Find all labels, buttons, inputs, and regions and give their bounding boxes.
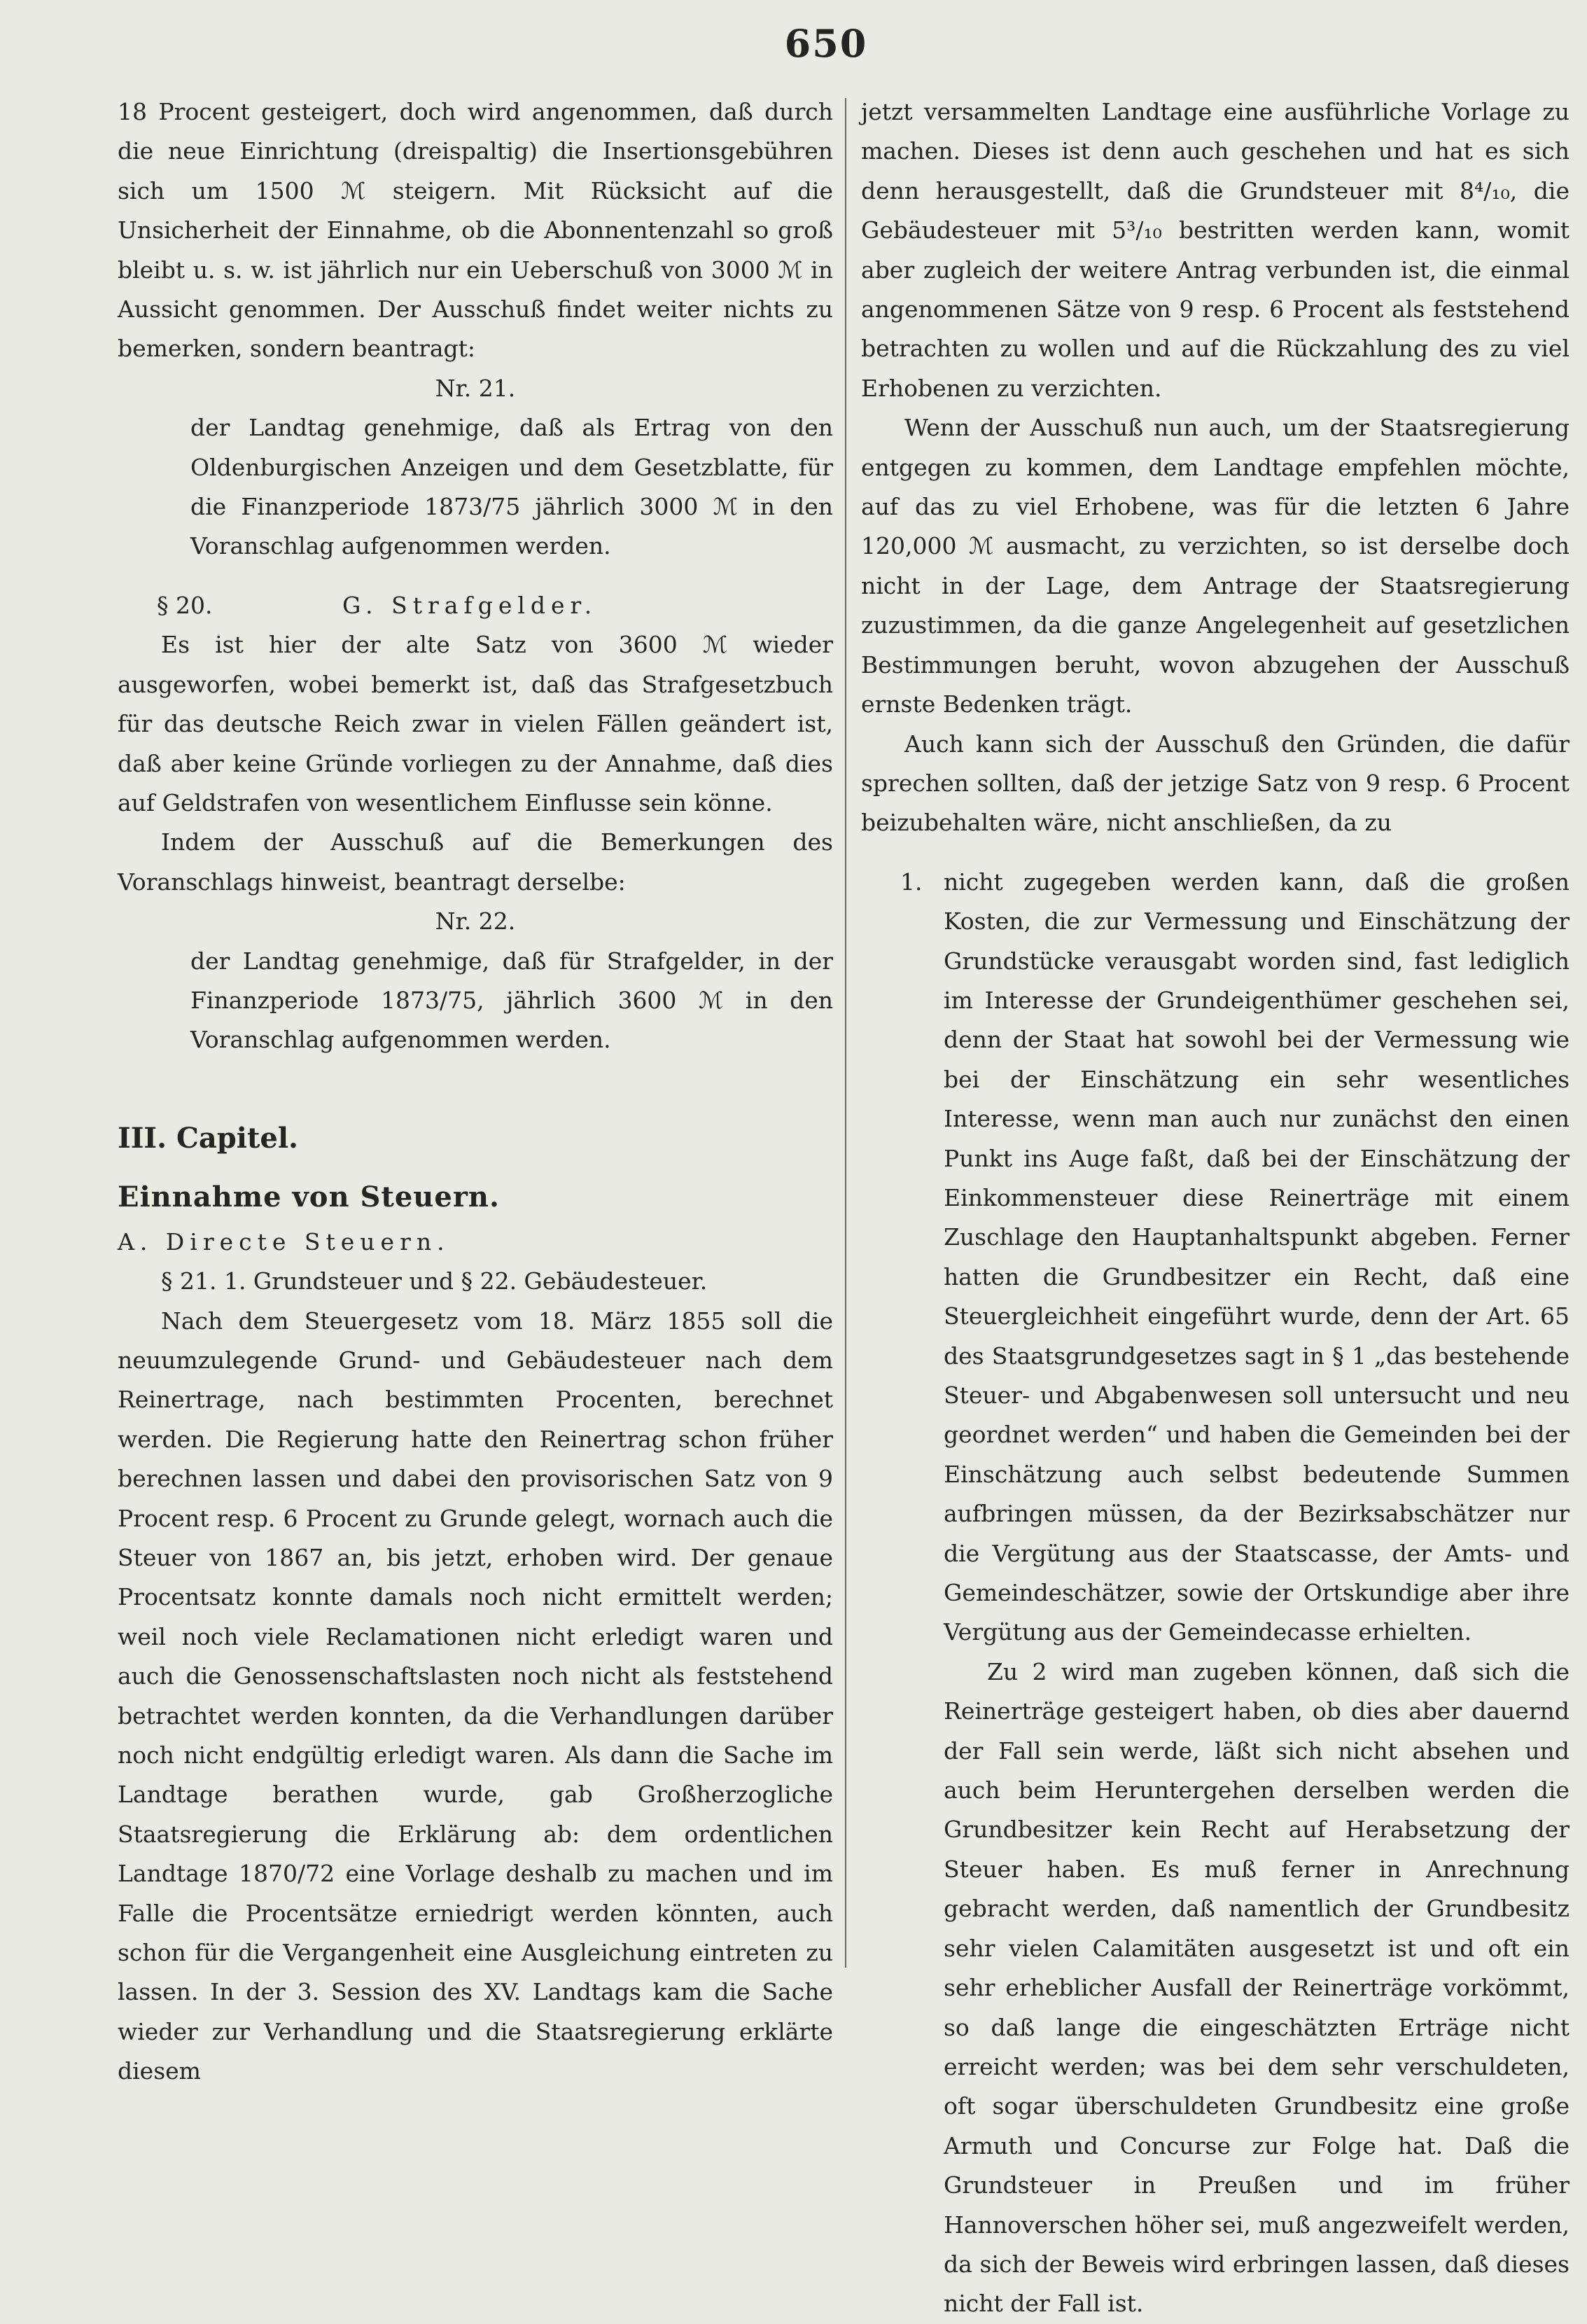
spacer [118,1060,833,1080]
section-number: § 20. [157,591,213,619]
section-heading: § 21. 1. Grundsteuer und § 22. Gebäudesteuer. [161,1267,708,1295]
paragraph: 18 Procent gesteigert, doch wird angenommen, daß durch die neue Einrichtung (dreispaltig) die Insertionsgebühren sich um 1500 ℳ steigern. Mit Rücksicht auf die Unsicherheit der Einnahme, ob die Abonnentenzahl so groß bleibt u. s. w. ist jährlich nur ein Ueberschuß von 3000 ℳ in Aussicht genommen. Der Ausschuß findet weiter nichts zu bemerken, sondern beantragt: [118,98,833,363]
resolution-number: Nr. 22. [435,907,516,935]
list-item [861,863,1569,2324]
spacer [118,566,833,586]
paragraph: nicht zugegeben werden kann, daß die großen Kosten, die zur Vermessung und Einschätzung der Grundstücke verausgabt worden sind, fast lediglich im Interesse der Grundeigenthümer geschehen sei, denn der Staat hat sowohl bei der Vermessung wie bei der Einschätzung ein sehr wesentliches Interesse, wenn man auch nur zunächst den einen Punkt ins Auge faßt, daß bei der Einschätzung der Einkommensteuer diese Reinerträge mit einem Zuschlage den Hauptanhaltspunkt abgeben. Ferner hatten die Grundbesitzer ein Recht, daß eine Steuergleichheit eingeführt wurde, denn der Art. 65 des Staatsgrundgesetzes sagt in § 1 „das bestehende Steuer- und Abgabenwesen soll untersucht und neu geordnet werden“ und haben die Gemeinden bei der Einschätzung auch selbst bedeutende Summen aufbringen müssen, da der Bezirksabschätzer nur die Vergütung aus der Staatscasse, der Amts- und Gemeindeschätzer, sowie der Ortskundige aber ihre Vergütung aus der Gemeindecasse erhielten. [944,868,1569,1646]
subsection-heading: A. Directe Steuern. [118,1227,450,1255]
paragraph: Wenn der Ausschuß nun auch, um der Staatsregierung entgegen zu kommen, dem Landtage empfehlen möchte, auf das zu viel Erhobene, was für die letzten 6 Jahre 120,000 ℳ ausmacht, zu verzichten, so ist derselbe doch nicht in der Lage, dem Antrage der Staatsregierung zuzustimmen, da die ganze Angelegenheit auf gesetzlichen Bestimmungen beruht, wovon abzugehen der Ausschuß ernste Bedenken trägt. [861,414,1569,718]
column-divider [845,98,846,1968]
paragraph: Nach dem Steuergesetz vom 18. März 1855 soll die neuumzulegende Grund- und Gebäudesteuer nach dem Reinertrage, nach bestimmten Procenten, berechnet werden. Die Regierung hatte den Reinertrag schon früher berechnen lassen und dabei den provisorischen Satz von 9 Procent resp. 6 Procent zu Grunde gelegt, wornach auch die Steuer von 1867 an, bis jetzt, erhoben wird. Der genaue Procentsatz konnte damals noch nicht ermittelt werden; weil noch viele Reclamationen nicht erledigt waren und auch die Genossenschaftslasten noch nicht als feststehend betrachtet werden konnten, da die Verhandlungen darüber noch nicht endgültig erledigt waren. Als dann die Sache im Landtage berathen wurde, gab Großherzogliche Staatsregierung die Erklärung ab: dem ordentlichen Landtage 1870/72 eine Vorlage deshalb zu machen und im Falle die Procentsätze erniedrigt werden könnten, auch schon für die Vergangenheit eine Ausgleichung eintreten zu lassen. In der 3. Session des XV. Landtags kam die Sache wieder zur Verhandlung und die Staatsregierung erklärte diesem [118,1307,833,2085]
paragraph: Auch kann sich der Ausschuß den Gründen, die dafür sprechen sollten, daß der jetzige Satz von 9 resp. 6 Procent beizubehalten wäre, nicht anschließen, da zu [861,730,1569,837]
list-item-number: 1. [900,868,923,896]
resolution-number: Nr. 21. [435,374,516,402]
paragraph: Zu 2 wird man zugeben können, daß sich die Reinerträge gesteigert haben, ob dies aber dauernd der Fall sein werde, läßt sich nicht absehen und auch beim Heruntergehen derselben werden die Grundbesitzer kein Recht auf Herabsetzung der Steuer haben. Es muß ferner in Anrechnung gebracht werden, daß namentlich der Grundbesitz sehr vielen Calamitäten ausgesetzt ist und oft ein sehr erheblicher Ausfall der Reinerträge vorkömmt, so daß lange die eingeschätzten Erträge nicht erreicht werden; was bei dem sehr verschuldeten, oft sogar überschuldeten Grundbesitz eine große Armuth und Concurse zur Folge hat. Daß die Grundsteuer in Preußen und im früher Hannoverschen höher sei, muß angezweifelt werden, da sich der Beweis wird erbringen lassen, daß dieses nicht der Fall ist. [944,1657,1569,2318]
list-item-body [944,863,1569,2324]
left-column [118,92,833,2092]
chapter-subtitle: Einnahme von Steuern. [118,1180,500,1213]
chapter-title: III. Capitel. [118,1121,298,1155]
page-number: 650 [784,21,868,66]
section-heading [118,586,833,625]
right-column [861,92,1569,2324]
section-title: G. Strafgelder. [342,591,598,619]
paragraph: jetzt versammelten Landtage eine ausführliche Vorlage zu machen. Dieses ist denn auch geschehen und hat es sich denn herausgestellt, daß die Grundsteuer mit 8⁴/₁₀, die Gebäudesteuer mit 5³/₁₀ bestritten werden kann, womit aber zugleich der weitere Antrag verbunden ist, die einmal angenommenen Sätze von 9 resp. 6 Procent als feststehend betrachten zu wollen und auf die Rückzahlung des zu viel Erhobenen zu verzichten. [861,98,1569,402]
paragraph: Es ist hier der alte Satz von 3600 ℳ wieder ausgeworfen, wobei bemerkt ist, daß das Strafgesetzbuch für das deutsche Reich zwar in vielen Fällen geändert ist, daß aber keine Gründe vorliegen zu der Annahme, daß dies auf Geldstrafen von wesentlichem Einflusse sein könne. [118,631,833,816]
resolution-text: der Landtag genehmige, daß als Ertrag von den Oldenburgischen Anzeigen und dem Gesetzblatte, für die Finanzperiode 1873/75 jährlich 3000 ℳ in den Voranschlag aufgenommen werden. [190,414,833,560]
resolution-text: der Landtag genehmige, daß für Strafgelder, in der Finanzperiode 1873/75, jährlich 3600 ℳ in den Voranschlag aufgenommen werden. [190,947,833,1054]
paragraph: Indem der Ausschuß auf die Bemerkungen des Voranschlags hinweist, beantragt derselbe: [118,828,833,896]
